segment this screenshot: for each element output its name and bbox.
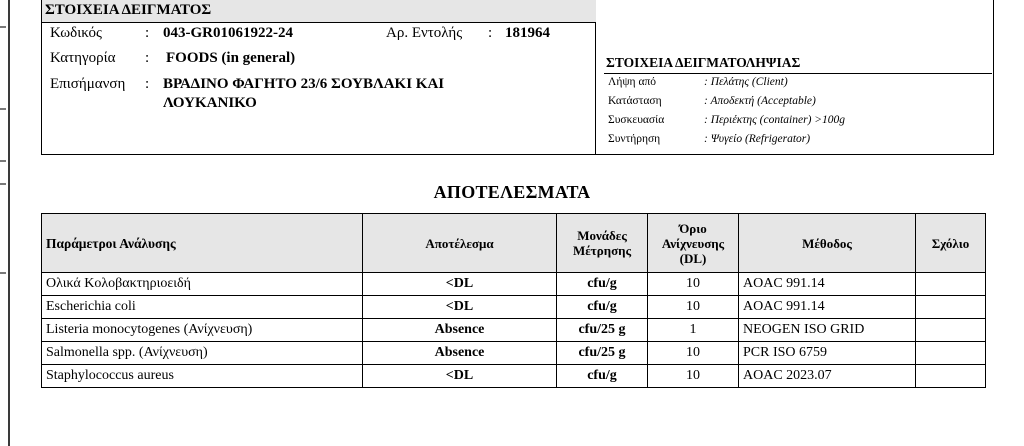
note-label: Επισήμανση	[50, 76, 126, 92]
edge-tick	[0, 26, 6, 28]
param-cell: Ολικά Κολοβακτηριοειδή	[42, 273, 363, 296]
table-row	[42, 296, 986, 319]
unit-cell: cfu/g	[557, 296, 648, 319]
param-cell: Staphylococcus aureus	[42, 365, 363, 388]
comment-cell	[916, 296, 986, 319]
param-cell: Escherichia coli	[42, 296, 363, 319]
method-cell: PCR ISO 6759	[739, 342, 916, 365]
unit-header-line2: Μέτρησης	[572, 243, 632, 258]
note-sep: :	[145, 76, 150, 92]
edge-tick	[0, 108, 6, 110]
category-value: FOODS (in general)	[166, 50, 296, 66]
result-cell: <DL	[363, 296, 557, 319]
comment-cell	[916, 365, 986, 388]
table-row	[42, 365, 986, 388]
result-cell: <DL	[363, 273, 557, 296]
sampling-value-storage: : Ψυγείο (Refrigerator)	[704, 133, 811, 145]
code-label: Κωδικός	[50, 25, 102, 41]
sampling-value-packaging: : Περιέκτης (container) >100g	[704, 114, 846, 126]
comment-cell	[916, 342, 986, 365]
unit-cell: cfu/25 g	[557, 342, 648, 365]
col-header-result: Αποτέλεσμα	[363, 214, 557, 273]
edge-tick	[0, 160, 6, 162]
comment-cell	[916, 319, 986, 342]
table-row	[42, 342, 986, 365]
sample-details-header	[42, 0, 596, 23]
code-sep: :	[145, 25, 150, 41]
sampling-details-title: ΣΤΟΙΧΕΙΑ ΔΕΙΓΜΑΤΟΛΗΨΙΑΣ	[606, 55, 801, 70]
sampling-divider	[604, 73, 992, 74]
dl-cell: 10	[648, 365, 739, 388]
order-value: 181964	[505, 25, 550, 41]
results-table	[41, 213, 986, 388]
param-cell: Listeria monocytogenes (Ανίχνευση)	[42, 319, 363, 342]
dl-header-line1: Όριο	[679, 220, 707, 236]
result-cell: <DL	[363, 365, 557, 388]
unit-cell: cfu/25 g	[557, 319, 648, 342]
method-cell: AOAC 991.14	[739, 273, 916, 296]
sampling-label-taken-from: Λήψη από	[608, 76, 657, 88]
dl-cell: 10	[648, 273, 739, 296]
sample-details-box	[41, 0, 596, 155]
note-value-line1: ΒΡΑΔΙΝΟ ΦΑΓΗΤΟ 23/6 ΣΟΥΒΛΑΚΙ ΚΑΙ	[163, 76, 445, 92]
results-header-row	[42, 214, 986, 273]
category-sep: :	[145, 50, 150, 66]
comment-cell	[916, 273, 986, 296]
method-cell: AOAC 2023.07	[739, 365, 916, 388]
method-cell: AOAC 991.14	[739, 296, 916, 319]
category-label: Κατηγορία	[50, 50, 116, 66]
sampling-details-box	[596, 0, 994, 155]
method-cell: NEOGEN ISO GRID	[739, 319, 916, 342]
note-value-line2: ΛΟΥΚΑΝΙΚΟ	[163, 95, 257, 111]
dl-header-line2: Ανίχνευσης	[661, 235, 725, 251]
sample-details-title: ΣΤΟΙΧΕΙΑ ΔΕΙΓΜΑΤΟΣ	[45, 2, 212, 18]
col-header-comment: Σχόλιο	[916, 214, 986, 273]
result-cell: Absence	[363, 342, 557, 365]
col-header-unit	[557, 214, 648, 273]
dl-cell: 1	[648, 319, 739, 342]
dl-header-line3: (DL)	[679, 250, 707, 266]
edge-tick	[0, 272, 6, 274]
order-sep: :	[488, 25, 493, 41]
dl-cell: 10	[648, 296, 739, 319]
sampling-label-packaging: Συσκευασία	[608, 114, 665, 126]
col-header-detection-limit	[648, 214, 739, 273]
dl-cell: 10	[648, 342, 739, 365]
col-header-parameter: Παράμετροι Ανάλυσης	[42, 214, 363, 273]
viewer-left-edge	[0, 0, 10, 446]
col-header-method: Μέθοδος	[739, 214, 916, 273]
order-label: Αρ. Εντολής	[386, 25, 463, 41]
param-cell: Salmonella spp. (Ανίχνευση)	[42, 342, 363, 365]
unit-header-line1: Μονάδες	[577, 228, 627, 243]
sampling-label-condition: Κατάσταση	[608, 95, 662, 107]
table-row	[42, 319, 986, 342]
unit-cell: cfu/g	[557, 365, 648, 388]
unit-cell: cfu/g	[557, 273, 648, 296]
code-value: 043-GR01061922-24	[163, 25, 293, 41]
sampling-value-taken-from: : Πελάτης (Client)	[704, 76, 788, 88]
sampling-label-storage: Συντήρηση	[608, 133, 661, 145]
results-title: ΑΠΟΤΕΛΕΣΜΑΤΑ	[433, 182, 591, 202]
table-row	[42, 273, 986, 296]
result-cell: Absence	[363, 319, 557, 342]
sampling-value-condition: : Αποδεκτή (Acceptable)	[704, 95, 816, 107]
